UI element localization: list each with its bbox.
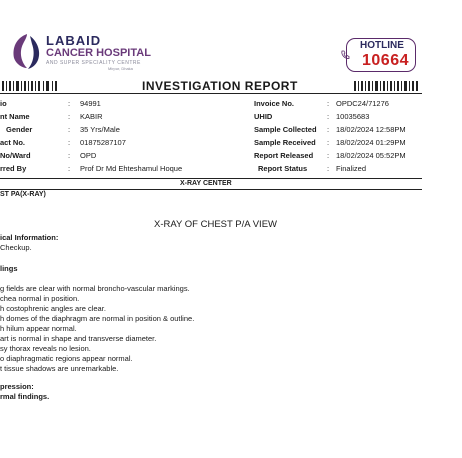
field-label: Sample Collected xyxy=(254,125,317,134)
finding-line: t tissue shadows are unremarkable. xyxy=(0,364,119,373)
hotline-label: HOTLINE xyxy=(360,40,404,51)
field-label: Sample Received xyxy=(254,138,316,147)
finding-line: g fields are clear with normal broncho-vascular markings. xyxy=(0,284,190,293)
field-label: io xyxy=(0,99,7,108)
finding-line: o diaphragmatic regions appear normal. xyxy=(0,354,133,363)
field-colon: : xyxy=(327,112,330,121)
field-value: 18/02/2024 05:52PM xyxy=(336,151,406,160)
field-label: act No. xyxy=(0,138,26,147)
barcode-right-icon xyxy=(354,81,420,91)
finding-line: h hilum appear normal. xyxy=(0,324,77,333)
field-value: 18/02/2024 01:29PM xyxy=(336,138,406,147)
field-value: 18/02/2024 12:58PM xyxy=(336,125,406,134)
field-label: No/Ward xyxy=(0,151,31,160)
field-value: 94991 xyxy=(80,99,101,108)
field-value: 35 Yrs/Male xyxy=(80,125,120,134)
field-colon: : xyxy=(68,164,71,173)
field-value: Prof Dr Md Ehteshamul Hoque xyxy=(80,164,183,173)
impression-text: rmal findings. xyxy=(0,392,50,401)
brand-location: Mirpur, Dhaka xyxy=(108,66,133,71)
brand-subtitle: CANCER HOSPITAL xyxy=(46,47,151,59)
report-heading: X-RAY OF CHEST P/A VIEW xyxy=(154,219,277,230)
field-label: Gender xyxy=(6,125,33,134)
phone-icon xyxy=(340,50,350,60)
field-value: Finalized xyxy=(336,164,367,173)
field-label: nt Name xyxy=(0,112,30,121)
department-label: X-RAY CENTER xyxy=(180,180,232,187)
field-label: Report Status xyxy=(258,164,308,173)
finding-line: art is normal in shape and transverse diameter. xyxy=(0,334,157,343)
brand-name: LABAID xyxy=(46,33,102,48)
field-label: Report Released xyxy=(254,151,314,160)
field-value: OPDC24/71276 xyxy=(336,99,389,108)
test-code-label: ST PA(X-RAY) xyxy=(0,191,46,198)
field-colon: : xyxy=(327,151,330,160)
clinical-info-heading: ical Information: xyxy=(0,233,59,242)
field-colon: : xyxy=(327,125,330,134)
field-colon: : xyxy=(68,151,71,160)
field-value: OPD xyxy=(80,151,97,160)
field-colon: : xyxy=(68,99,71,108)
field-colon: : xyxy=(327,138,330,147)
barcode-left-icon xyxy=(2,81,58,91)
field-label: rred By xyxy=(0,164,27,173)
field-value: KABIR xyxy=(80,112,103,121)
field-colon: : xyxy=(68,125,71,134)
header-divider xyxy=(0,93,422,94)
finding-line: h domes of the diaphragm are normal in position & outline. xyxy=(0,314,195,323)
hospital-logo-icon xyxy=(10,32,44,70)
info-divider xyxy=(0,178,422,179)
field-colon: : xyxy=(327,164,330,173)
impression-heading: pression: xyxy=(0,382,34,391)
finding-line: h costophrenic angles are clear. xyxy=(0,304,106,313)
clinical-info-text: Checkup. xyxy=(0,243,32,252)
finding-line: sy thorax reveals no lesion. xyxy=(0,344,91,353)
finding-line: chea normal in position. xyxy=(0,294,80,303)
report-title: INVESTIGATION REPORT xyxy=(142,79,298,93)
findings-heading: lings xyxy=(0,264,18,273)
field-colon: : xyxy=(68,112,71,121)
field-label: Invoice No. xyxy=(254,99,295,108)
field-value: 01875287107 xyxy=(80,138,126,147)
hotline-number: 10664 xyxy=(362,52,409,69)
field-colon: : xyxy=(68,138,71,147)
field-label: UHID xyxy=(254,112,273,121)
field-value: 10035683 xyxy=(336,112,370,121)
department-divider xyxy=(0,189,422,190)
brand-tagline: AND SUPER SPECIALITY CENTRE xyxy=(46,60,141,66)
field-colon: : xyxy=(327,99,330,108)
